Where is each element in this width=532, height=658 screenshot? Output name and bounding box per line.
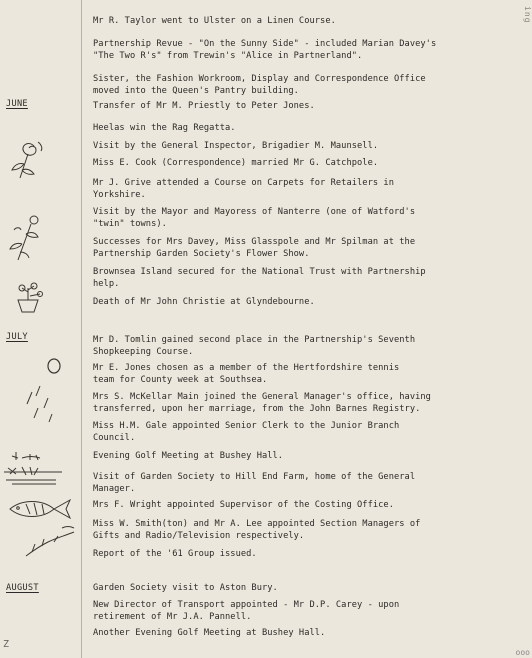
- flower-pot-sketch-icon: [6, 278, 50, 314]
- scribble-sketch-icon: [22, 520, 82, 560]
- entry-item: New Director of Transport appointed - Mr D.P. Carey - upon retirement of Mr J.A. Pannell.: [93, 600, 400, 622]
- tennis-ball-sketch-icon: [44, 356, 64, 376]
- entry-item: Heelas win the Rag Regatta.: [93, 123, 236, 133]
- entry-item: Visit by the Mayor and Mayoress of Nanterre (one of Watford's "twin" towns).: [93, 207, 416, 229]
- rose-sketch-icon: [8, 136, 48, 182]
- page-corner-mark: ooo: [515, 648, 530, 657]
- entry-item: Mr R. Taylor went to Ulster on a Linen Course.: [93, 16, 336, 26]
- entry-item: Visit of Garden Society to Hill End Farm, home of the General Manager.: [93, 472, 416, 494]
- month-heading-august: AUGUST: [6, 583, 39, 593]
- edge-text: ing: [523, 6, 532, 24]
- entry-item: Garden Society visit to Aston Bury.: [93, 583, 278, 593]
- entry-item: Visit by the General Inspector, Brigadier M. Maunsell.: [93, 141, 379, 151]
- month-heading-july: JULY: [6, 332, 28, 342]
- entry-item: Sister, the Fashion Workroom, Display and Correspondence Office moved into the Queen's Pantry building.: [93, 74, 426, 96]
- fish-sketch-icon: [4, 496, 76, 522]
- flower-spray-sketch-icon: [4, 212, 48, 264]
- entry-item: Mrs F. Wright appointed Supervisor of the Costing Office.: [93, 500, 394, 510]
- entry-item: Death of Mr John Christie at Glyndebourne.: [93, 297, 315, 307]
- entry-item: Transfer of Mr M. Priestly to Peter Jones.: [93, 101, 315, 111]
- entry-item: Another Evening Golf Meeting at Bushey Hall.: [93, 628, 326, 638]
- entry-item: Miss H.M. Gale appointed Senior Clerk to the Junior Branch Council.: [93, 421, 400, 443]
- entry-item: Mr D. Tomlin gained second place in the Partnership's Seventh Shopkeeping Course.: [93, 335, 416, 357]
- entry-item: Evening Golf Meeting at Bushey Hall.: [93, 451, 284, 461]
- golfers-sketch-icon: [2, 448, 66, 492]
- entry-item: Successes for Mrs Davey, Miss Glasspole and Mr Spilman at the Partnership Garden Society's Flower Show.: [93, 237, 416, 259]
- entry-item: Mr E. Jones chosen as a member of the Hertfordshire tennis team for County week at Southsea.: [93, 363, 400, 385]
- entry-item: Mr J. Grive attended a Course on Carpets for Retailers in Yorkshire.: [93, 178, 394, 200]
- rain-streaks-sketch-icon: [18, 382, 58, 430]
- entry-item: Report of the '61 Group issued.: [93, 549, 257, 559]
- entry-item: Partnership Revue - "On the Sunny Side" - included Marian Davey's "The Two R's" from Trewin's "Alice in Partnerland".: [93, 39, 437, 61]
- entry-item: Miss E. Cook (Correspondence) married Mr G. Catchpole.: [93, 158, 379, 168]
- footer-mark: Z: [3, 639, 10, 650]
- entry-item: Mrs S. McKellar Main joined the General Manager's office, having transferred, upon her marriage, from the John Barnes Registry.: [93, 392, 431, 414]
- month-heading-june: JUNE: [6, 99, 28, 109]
- entry-item: Miss W. Smith(ton) and Mr A. Lee appointed Section Managers of Gifts and Radio/Television respectively.: [93, 519, 421, 541]
- entry-item: Brownsea Island secured for the National Trust with Partnership help.: [93, 267, 426, 289]
